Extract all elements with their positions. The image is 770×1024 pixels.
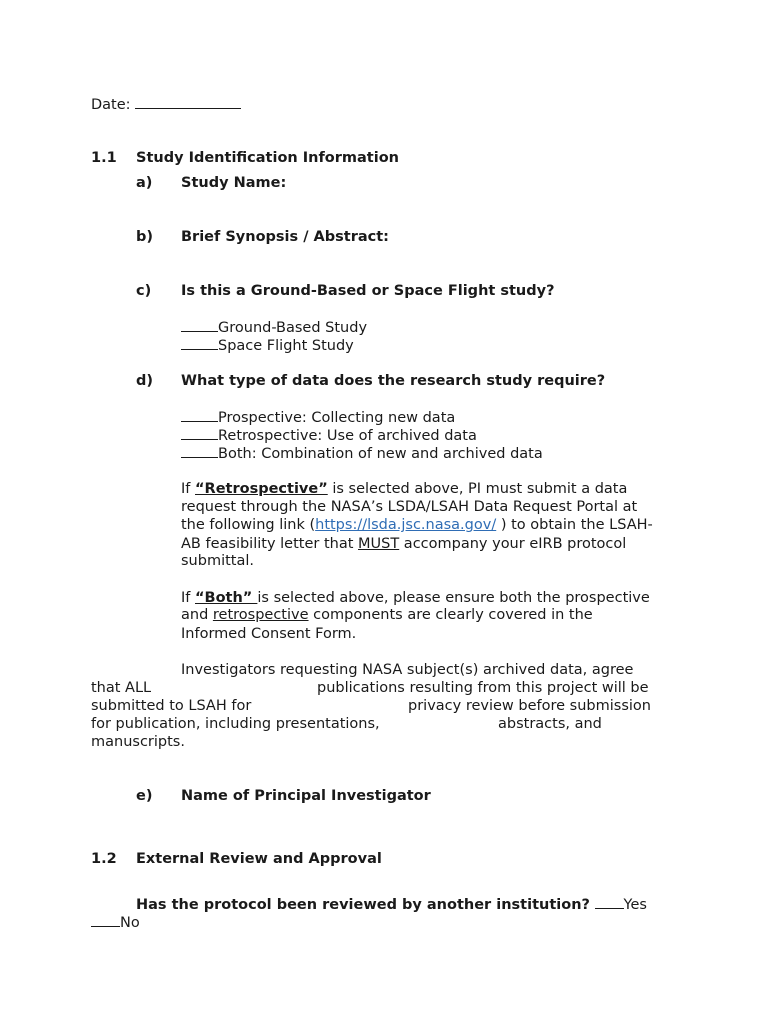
section-number: 1.2 <box>91 851 117 867</box>
investigators-note-line-3b: privacy review before submission <box>408 698 651 714</box>
option-space-flight: Space Flight Study <box>181 336 354 355</box>
study-type-question: Is this a Ground-Based or Space Flight study? <box>181 283 555 299</box>
investigators-note-line-3a: submitted to LSAH for <box>91 698 252 714</box>
retro-note-line-5: submittal. <box>181 553 254 569</box>
data-type-question: What type of data does the research study require? <box>181 373 606 389</box>
investigators-note-line-2b: publications resulting from this project will be <box>317 680 649 696</box>
both-note-line-1: If “Both” is selected above, please ensure both the prospective <box>181 590 650 606</box>
synopsis-label: Brief Synopsis / Abstract: <box>181 229 389 245</box>
item-letter-b: b) <box>136 229 154 245</box>
no-label: No <box>120 915 140 931</box>
both-note-line-3: Informed Consent Form. <box>181 626 357 642</box>
checkbox-blank[interactable] <box>181 336 218 350</box>
item-letter-d: d) <box>136 373 154 389</box>
option-prospective: Prospective: Collecting new data <box>181 408 455 427</box>
retrospective-underlined: retrospective <box>212 607 309 623</box>
must-emphasis: MUST <box>358 536 400 552</box>
option-retrospective: Retrospective: Use of archived data <box>181 426 477 445</box>
study-name-label: Study Name: <box>181 175 287 191</box>
retro-note-line-3: the following link (https://lsda.jsc.nasa.gov/ ) to obtain the LSAH- <box>181 517 653 533</box>
yes-label: Yes <box>623 897 647 913</box>
item-letter-e: e) <box>136 788 153 804</box>
retro-note-line-4: AB feasibility letter that MUST accompany your eIRB protocol <box>181 536 627 552</box>
checkbox-blank[interactable] <box>181 444 218 458</box>
investigators-note-line-5: manuscripts. <box>91 734 185 750</box>
option-both: Both: Combination of new and archived data <box>181 444 543 463</box>
pi-name-label: Name of Principal Investigator <box>181 788 431 804</box>
yes-blank[interactable] <box>595 895 624 909</box>
both-note-line-2: and retrospective components are clearly covered in the <box>181 607 593 623</box>
retrospective-term: “Retrospective” <box>195 481 328 497</box>
external-review-question: Has the protocol been reviewed by another institution? <box>136 897 590 913</box>
date-line <box>91 95 241 114</box>
option-ground-based: Ground-Based Study <box>181 318 367 337</box>
checkbox-blank[interactable] <box>181 426 218 440</box>
investigators-note-line-2a: that ALL <box>91 680 152 696</box>
retro-note-line-1: If “Retrospective” is selected above, PI must submit a data <box>181 481 628 497</box>
checkbox-blank[interactable] <box>181 408 218 422</box>
investigators-note-line-1: Investigators requesting NASA subject(s) archived data, agree <box>181 662 634 678</box>
both-term: “Both” <box>195 590 258 606</box>
date-blank[interactable] <box>135 95 241 109</box>
date-label: Date: <box>91 97 131 113</box>
section-number: 1.1 <box>91 150 117 166</box>
section-title: Study Identification Information <box>136 150 399 166</box>
investigators-note-line-4a: for publication, including presentations, <box>91 716 380 732</box>
item-letter-a: a) <box>136 175 153 191</box>
checkbox-blank[interactable] <box>181 318 218 332</box>
lsda-portal-link[interactable]: https://lsda.jsc.nasa.gov/ <box>315 517 497 533</box>
section-title: External Review and Approval <box>136 851 382 867</box>
no-blank[interactable] <box>91 913 120 927</box>
external-review-question-line <box>136 895 647 914</box>
retro-note-line-2: request through the NASA’s LSDA/LSAH Data Request Portal at <box>181 499 638 515</box>
investigators-note-line-4b: abstracts, and <box>498 716 602 732</box>
item-letter-c: c) <box>136 283 152 299</box>
no-option-line <box>91 913 140 932</box>
